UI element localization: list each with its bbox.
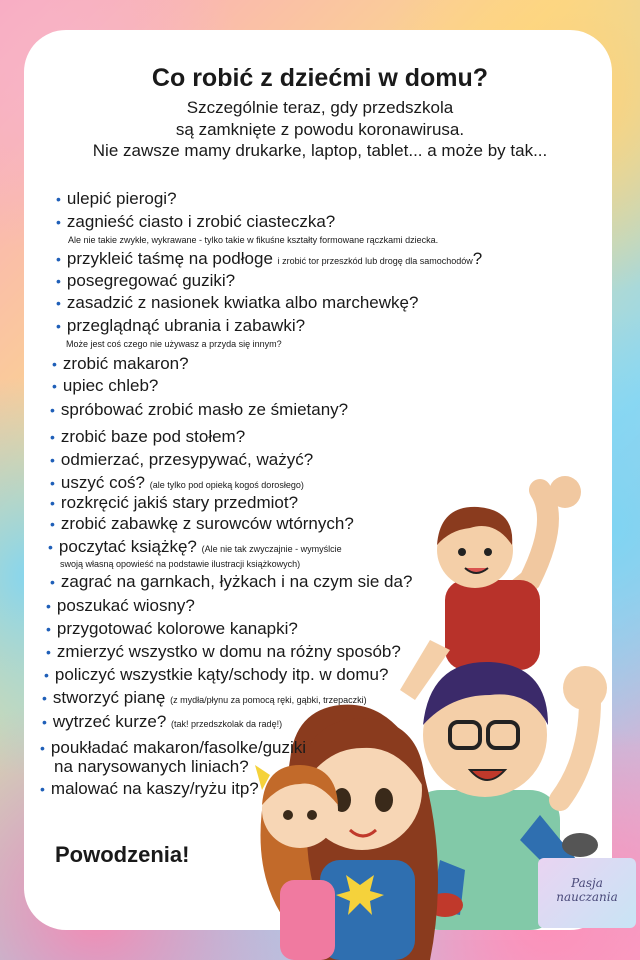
bullet-icon: • [42, 714, 47, 730]
bullet-icon: • [56, 214, 61, 230]
bullet-icon: • [50, 495, 55, 511]
list-item: • upiec chleb? [52, 376, 159, 395]
item-note: swoją własną opowieść na podstawie ilustracji książkowych) [60, 559, 301, 569]
list-item: • poukładać makaron/fasolke/guziki [40, 738, 307, 757]
footer-greeting: Powodzenia! [55, 842, 190, 867]
subtitle-line-3: Nie zawsze mamy drukarke, laptop, tablet... a może by tak... [92, 141, 548, 160]
subtitle-line-1: Szczególnie teraz, gdy przedszkola [186, 98, 454, 117]
bullet-icon: • [50, 574, 55, 590]
brand-logo: Pasja nauczania [538, 858, 636, 928]
list-item: • przygotować kolorowe kanapki? [46, 619, 298, 638]
list-item: • policzyć wszystkie kąty/schody itp. w domu? [44, 665, 389, 684]
list-item: • zmierzyć wszystko w domu na różny sposób? [46, 642, 401, 661]
list-item: • odmierzać, przesypywać, ważyć? [50, 450, 314, 469]
list-item: • zrobić baze pod stołem? [50, 427, 246, 446]
list-item: • przeglądnąć ubrania i zabawki? [56, 316, 306, 335]
bullet-icon: • [56, 251, 61, 267]
bullet-icon: • [42, 690, 47, 706]
list-item: • malować na kaszy/ryżu itp? [40, 779, 259, 798]
bullet-icon: • [46, 598, 51, 614]
list-item: • posegregować guziki? [56, 271, 236, 290]
list-item: • zagnieść ciasto i zrobić ciasteczka? [56, 212, 336, 231]
list-item: • zagrać na garnkach, łyżkach i na czym sie da? [50, 572, 413, 591]
item-note: Ale nie takie zwykłe, wykrawane - tylko takie w fikuśne kształty formowane rączkami dziecka. [68, 235, 439, 245]
bullet-icon: • [40, 781, 45, 797]
list-item: • wytrzeć kurze? (tak! przedszkolak da radę!) [42, 712, 283, 731]
list-item: • zrobić makaron? [52, 354, 189, 373]
bullet-icon: • [44, 667, 49, 683]
bullet-icon: • [50, 516, 55, 532]
bullet-icon: • [46, 621, 51, 637]
list-item: • rozkręcić jakiś stary przedmiot? [50, 493, 299, 512]
bullet-icon: • [46, 644, 51, 660]
list-item: • poczytać książkę? (Ale nie tak zwyczajnie - wymyślcie [48, 537, 342, 556]
list-item: • ulepić pierogi? [56, 189, 177, 208]
bullet-icon: • [56, 191, 61, 207]
bullet-icon: • [52, 378, 57, 394]
bullet-icon: • [50, 452, 55, 468]
list-item: • stworzyć pianę (z mydła/płynu za pomocą ręki, gąbki, trzepaczki) [42, 688, 367, 707]
bullet-icon: • [48, 539, 53, 555]
bullet-icon: • [40, 740, 45, 756]
bullet-icon: • [52, 356, 57, 372]
item-continuation: na narysowanych liniach? [54, 757, 249, 776]
page-title: Co robić z dziećmi w domu? [151, 64, 489, 92]
bullet-icon: • [56, 273, 61, 289]
list-item: • uszyć coś? (ale tylko pod opieką kogoś dorosłego) [50, 473, 304, 492]
bullet-icon: • [50, 475, 55, 491]
bullet-icon: • [56, 318, 61, 334]
subtitle-line-2: są zamknięte z powodu koronawirusa. [175, 120, 465, 139]
list-item: • zasadzić z nasionek kwiatka albo marchewkę? [56, 293, 419, 312]
list-item: • poszukać wiosny? [46, 596, 195, 615]
list-item: • zrobić zabawkę z surowców wtórnych? [50, 514, 354, 533]
list-item: • przykleić taśmę na podłoge i zrobić tor przeszkód lub drogę dla samochodów? [56, 249, 483, 268]
list-item: • spróbować zrobić masło ze śmietany? [50, 400, 349, 419]
bullet-icon: • [50, 429, 55, 445]
bullet-icon: • [56, 295, 61, 311]
bullet-icon: • [50, 402, 55, 418]
item-note: Może jest coś czego nie używasz a przyda się innym? [66, 339, 282, 349]
